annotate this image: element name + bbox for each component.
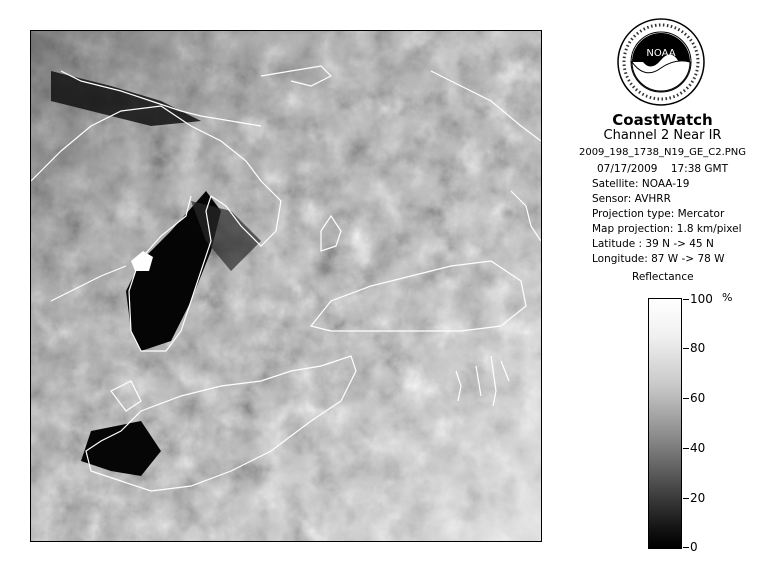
legend-title: Reflectance [632, 271, 694, 283]
colorbar-tick [683, 547, 689, 548]
colorbar-tick-label: 40 [690, 441, 706, 455]
longitude-label: Longitude: 87 W -> 78 W [592, 253, 725, 265]
svg-text:NOAA: NOAA [646, 48, 676, 59]
datetime-label: 07/17/2009 17:38 GMT [596, 163, 729, 175]
colorbar-tick [683, 348, 689, 349]
colorbar-tick-label: 80 [690, 341, 706, 355]
noaa-seal [617, 18, 705, 106]
channel-label: Channel 2 Near IR [603, 128, 722, 143]
colorbar-tick [683, 498, 689, 499]
colorbar-tick-label: 0 [690, 540, 698, 554]
map-projection-label: Map projection: 1.8 km/pixel [592, 223, 742, 235]
colorbar-tick [683, 299, 689, 300]
reflectance-colorbar [648, 298, 682, 549]
colorbar-tick-label: 60 [690, 391, 706, 405]
projection-type-label: Projection type: Mercator [592, 208, 725, 220]
sensor-label: Sensor: AVHRR [592, 193, 671, 205]
colorbar-tick [683, 448, 689, 449]
metadata-list [592, 177, 742, 267]
satellite-image [30, 30, 542, 542]
satellite-scene [31, 31, 541, 541]
filename-label: 2009_198_1738_N19_GE_C2.PNG [578, 147, 747, 158]
noaa-logo [617, 18, 705, 106]
colorbar-tick [683, 398, 689, 399]
page-title: CoastWatch [612, 111, 713, 129]
latitude-label: Latitude : 39 N -> 45 N [592, 238, 714, 250]
legend-unit: % [722, 291, 733, 304]
satellite-label: Satellite: NOAA-19 [592, 178, 690, 190]
colorbar-tick-label: 100 [690, 292, 713, 306]
colorbar-tick-label: 20 [690, 491, 706, 505]
